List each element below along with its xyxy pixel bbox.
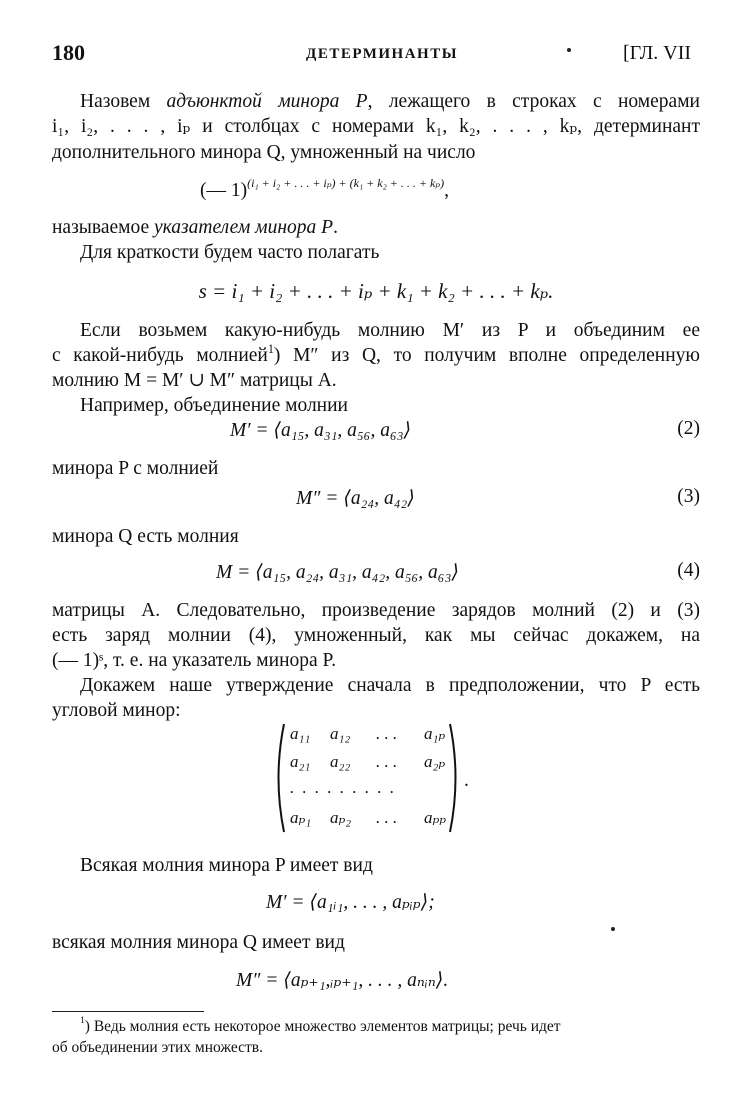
equation-number: (4) bbox=[677, 560, 700, 581]
equation-number: (2) bbox=[677, 418, 700, 439]
paragraph-line: с какой-нибудь молнией$^1$) M″ из Q, то получим вполне определенную bbox=[52, 342, 700, 366]
formula-s: s = i₁ + i₂ + . . . + iₚ + k₁ + k₂ + . . . + kₚ. bbox=[198, 279, 554, 303]
paragraph-line: молнию M = M′ ∪ M″ матрицы A. bbox=[52, 370, 337, 391]
equation-3: M″ = ⟨a₂₄, a₄₂⟩ bbox=[296, 488, 415, 509]
paragraph-line: угловой минор: bbox=[52, 700, 181, 721]
footnote-ref: 1 bbox=[267, 342, 274, 356]
footnote-line: $^1$) Ведь молния есть некоторое множество элементов матрицы; речь идет bbox=[80, 1015, 561, 1035]
chapter-label: [ГЛ. VII bbox=[623, 42, 692, 64]
paragraph-line: Например, объединение молнии bbox=[80, 395, 348, 416]
paragraph-line: дополнительного минора Q, умноженный на число bbox=[52, 142, 476, 163]
equation-lightning-q: M″ = ⟨aₚ₊₁,ᵢₚ₊₁, . . . , aₙᵢₙ⟩. bbox=[236, 970, 449, 991]
footnote-line: об объединении этих множеств. bbox=[52, 1039, 263, 1056]
paragraph-line: Всякая молния минора P имеет вид bbox=[80, 855, 373, 876]
running-title: ДЕТЕРМИНАНТЫ bbox=[306, 46, 458, 62]
paragraph-line: Если возьмем какую-нибудь молнию M′ из P и объединим ее bbox=[80, 320, 700, 341]
equation-4: M = ⟨a₁₅, a₂₄, a₃₁, a₄₂, a₅₆, a₆₃⟩ bbox=[216, 562, 459, 583]
paragraph-line: Назовем адъюнктой минора P, лежащего в строках с номерами bbox=[80, 91, 700, 112]
paragraph-line: матрицы A. Следовательно, произведение зарядов молний (2) и (3) bbox=[52, 600, 700, 621]
page-number: 180 bbox=[52, 40, 85, 65]
paragraph-line: i₁, i₂, . . . , iₚ и столбцах с номерами k₁, k₂, . . . , kₚ, детерминант bbox=[52, 116, 700, 137]
corner-minor-matrix: a₁₁ a₁₂ . . . a₁ₚ a₂₁ a₂₂ . . . a₂ₚ . . . . . . . . . aₚ₁ aₚ₂ . . . aₚₚ bbox=[272, 722, 462, 834]
paragraph-line: есть заряд молнии (4), умноженный, как мы сейчас докажем, на bbox=[52, 625, 700, 646]
paragraph-line: (— 1)ˢ, т. е. на указатель минора P. bbox=[52, 650, 337, 671]
left-paren-icon bbox=[272, 722, 286, 834]
formula-sign: (— 1)$^{(i_1 + i_2 + . . . + i_p) + (k_1 + k_2 + . . . + k_p)}$, bbox=[200, 176, 449, 201]
matrix-tail: . bbox=[464, 770, 469, 791]
paragraph-line: всякая молния минора Q имеет вид bbox=[52, 932, 345, 953]
print-speck bbox=[567, 48, 571, 52]
paragraph-line: Для краткости будем часто полагать bbox=[80, 242, 380, 263]
paragraph-line: называемое указателем минора P. bbox=[52, 217, 338, 238]
footnote-rule bbox=[52, 1011, 204, 1012]
paragraph-line: минора P с молнией bbox=[52, 458, 219, 479]
footnote-mark: 1 bbox=[80, 1015, 85, 1026]
equation-lightning-p: M′ = ⟨a₁ᵢ₁, . . . , aₚᵢₚ⟩; bbox=[266, 892, 435, 913]
equation-number: (3) bbox=[677, 486, 700, 507]
paragraph-line: Докажем наше утверждение сначала в предположении, что P есть bbox=[80, 675, 700, 696]
right-paren-icon bbox=[448, 722, 462, 834]
equation-2: M′ = ⟨a₁₅, a₃₁, a₅₆, a₆₃⟩ bbox=[230, 420, 412, 441]
paragraph-line: минора Q есть молния bbox=[52, 526, 239, 547]
